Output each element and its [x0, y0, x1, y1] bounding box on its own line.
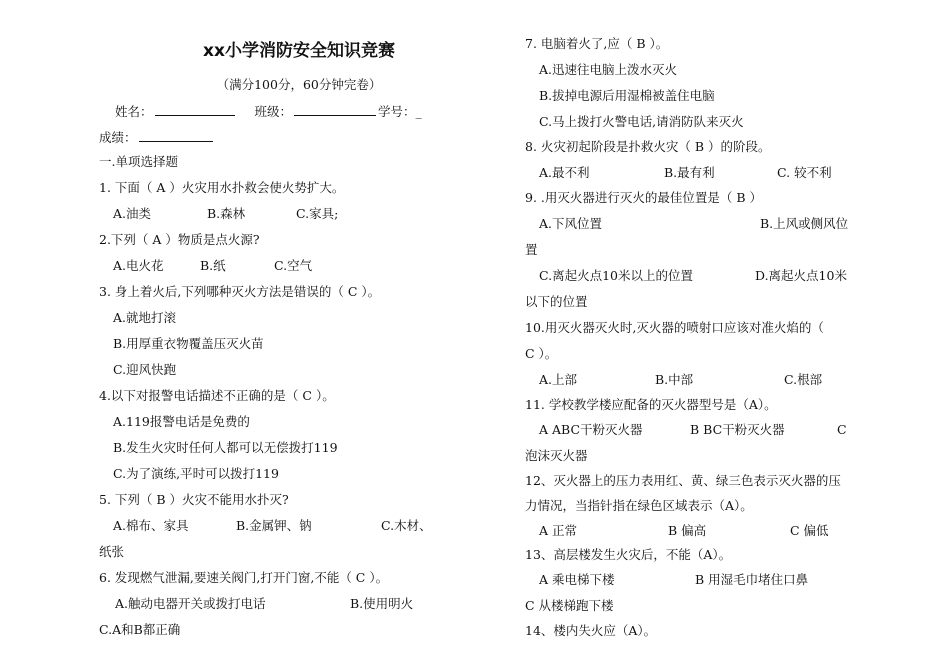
q11-option-c: C — [837, 422, 847, 437]
q8-option-a: A.最不利 — [539, 165, 590, 180]
question-6: 6. 发现燃气泄漏,要速关阀门,打开门窗,不能（ C ）。 — [99, 570, 389, 585]
q5-option-c-continued: 纸张 — [99, 544, 125, 559]
q2-option-b: B.纸 — [200, 258, 226, 273]
q7-option-a: A.迅速往电脑上泼水灭火 — [539, 62, 678, 77]
q12-option-a: A 正常 — [539, 523, 578, 538]
q2-option-a: A.电火花 — [113, 258, 164, 273]
q11-option-c-continued: 泡沫灭火器 — [525, 448, 588, 463]
q4-option-c: C.为了演练,平时可以拨打119 — [113, 466, 279, 481]
q9-option-c: C.离起火点10米以上的位置 — [539, 268, 693, 283]
class-blank — [294, 103, 376, 116]
q2-option-c: C.空气 — [274, 258, 313, 273]
q6-option-b: B.使用明火 — [350, 596, 414, 611]
q9-option-b-continued: 置 — [525, 242, 538, 257]
question-13: 13、高层楼发生火灾后，不能（A）。 — [525, 547, 732, 562]
q3-option-b: B.用厚重衣物覆盖压灭火苗 — [113, 336, 264, 351]
q1-option-b: B.森林 — [207, 206, 246, 221]
q9-option-a: A.下风位置 — [539, 216, 603, 231]
q9-option-d-continued: 以下的位置 — [525, 294, 588, 309]
q1-option-c: C.家具; — [296, 206, 339, 221]
q1-option-a: A.油类 — [113, 206, 152, 221]
name-label: 姓名： — [115, 104, 153, 119]
q8-option-c: C. 较不利 — [777, 165, 832, 180]
question-10: 10.用灭火器灭火时,灭火器的喷射口应该对准火焰的（ — [525, 320, 824, 335]
question-3: 3. 身上着火后,下列哪种灭火方法是错误的（ C ）。 — [99, 284, 381, 299]
q9-option-d: D.离起火点10米 — [755, 268, 847, 283]
q6-option-c: C.A和B都正确 — [99, 622, 181, 637]
q12-option-b: B 偏高 — [668, 523, 707, 538]
score-blank — [139, 129, 213, 142]
question-12: 12、灭火器上的压力表用红、黄、绿三色表示灭火器的压 — [525, 473, 841, 488]
question-5: 5. 下列（ B ）火灾不能用水扑灭? — [99, 492, 289, 507]
id-label: 学号：_ — [378, 104, 422, 119]
q4-option-b: B.发生火灾时任何人都可以无偿拨打119 — [113, 440, 338, 455]
q12-option-c: C 偏低 — [790, 523, 829, 538]
q13-option-a: A 乘电梯下楼 — [539, 572, 615, 587]
question-1: 1. 下面（ A ）火灾用水扑救会使火势扩大。 — [99, 180, 345, 195]
q13-option-c: C 从楼梯跑下楼 — [525, 598, 614, 613]
q11-option-a: A ABC干粉灭火器 — [539, 422, 643, 437]
q7-option-c: C.马上拨打火警电话,请消防队来灭火 — [539, 114, 744, 129]
q10-option-a: A.上部 — [539, 372, 578, 387]
q10-option-c: C.根部 — [784, 372, 823, 387]
question-14: 14、楼内失火应（A）。 — [525, 623, 657, 638]
question-7: 7. 电脑着火了,应（ B ）。 — [525, 36, 669, 51]
q5-option-c: C.木材、 — [381, 518, 432, 533]
class-label: 班级： — [254, 104, 293, 119]
score-label: 成绩： — [99, 130, 137, 145]
section-heading: 一.单项选择题 — [99, 154, 178, 169]
question-8: 8. 火灾初起阶段是扑救火灾（ B ）的阶段。 — [525, 139, 771, 154]
q5-option-b: B.金属钾、钠 — [236, 518, 312, 533]
student-info-row — [115, 103, 422, 120]
q10-option-b: B.中部 — [655, 372, 694, 387]
question-11: 11. 学校教学楼应配备的灭火器型号是（A）。 — [525, 397, 777, 412]
question-10-continued: C ）。 — [525, 346, 558, 361]
q3-option-c: C.迎风快跑 — [113, 362, 177, 377]
q7-option-b: B.拔掉电源后用湿棉被盖住电脑 — [539, 88, 715, 103]
q6-option-a: A.触动电器开关或拨打电话 — [115, 596, 266, 611]
question-12-continued: 力情况，当指针指在绿色区域表示（A）。 — [525, 498, 753, 513]
q13-option-b: B 用湿毛巾堵住口鼻 — [695, 572, 809, 587]
exam-title: xx小学消防安全知识竞赛 — [203, 41, 395, 61]
exam-subtitle: （满分100分，60分钟完卷） — [216, 77, 382, 92]
q4-option-a: A.119报警电话是免费的 — [113, 414, 250, 429]
q3-option-a: A.就地打滚 — [113, 310, 177, 325]
q9-option-b: B.上风或侧风位 — [760, 216, 849, 231]
question-9: 9. .用灭火器进行灭火的最佳位置是（ B ） — [525, 190, 763, 205]
q5-option-a: A.棉布、家具 — [113, 518, 189, 533]
question-2: 2.下列（ A ）物质是点火源? — [99, 232, 260, 247]
score-row — [99, 129, 215, 146]
name-blank — [155, 103, 235, 116]
q8-option-b: B.最有利 — [664, 165, 715, 180]
question-4: 4.以下对报警电话描述不正确的是（ C ）。 — [99, 388, 335, 403]
q11-option-b: B BC干粉灭火器 — [690, 422, 785, 437]
